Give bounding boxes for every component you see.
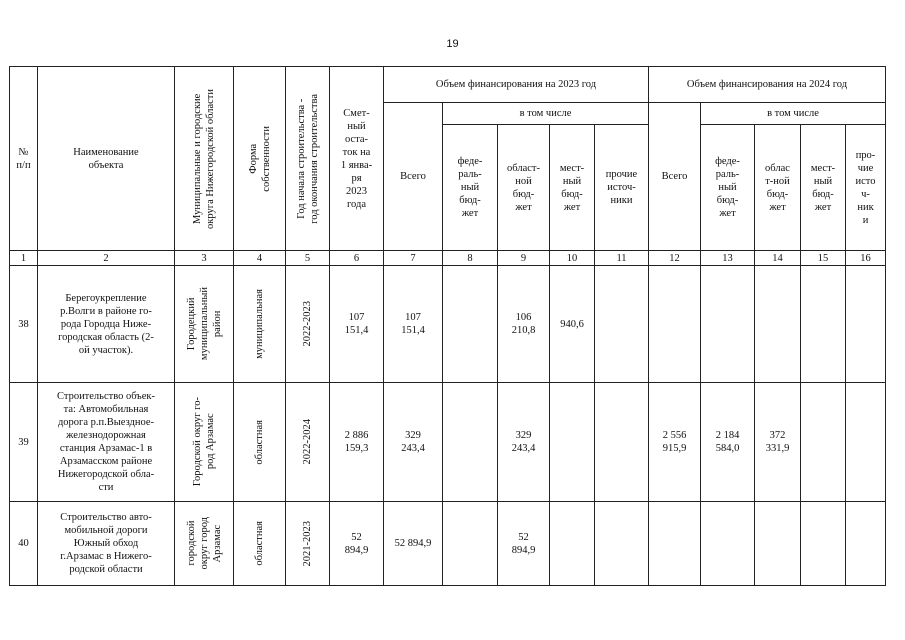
row-ownership: муниципальная <box>254 289 265 359</box>
row-ownership-cell <box>234 383 286 502</box>
row-fed-2023 <box>443 383 498 502</box>
col-number: 14 <box>755 251 801 266</box>
row-reg-2023: 52 894,9 <box>498 502 550 586</box>
row-ownership: областная <box>254 419 265 465</box>
header-total-2023: Всего <box>384 103 443 251</box>
row-municipality: городской округ город Арзамас <box>185 517 223 570</box>
row-oth-2024 <box>846 502 886 586</box>
header-oth-2023: прочие источ- ники <box>595 125 649 251</box>
row-years-cell <box>286 266 330 383</box>
row-oth-2024 <box>846 383 886 502</box>
col-number: 15 <box>801 251 846 266</box>
header-row-1 <box>10 67 886 103</box>
row-ownership: областная <box>254 521 265 566</box>
header-ownership: Форма собственности <box>247 125 272 192</box>
row-reg-2024 <box>755 502 801 586</box>
col-number: 8 <box>443 251 498 266</box>
row-ownership-cell <box>234 502 286 586</box>
header-name: Наименование объекта <box>38 67 175 251</box>
row-years-cell <box>286 502 330 586</box>
row-fed-2024 <box>701 502 755 586</box>
col-number: 4 <box>234 251 286 266</box>
row-municipality-cell <box>175 266 234 383</box>
row-total-2024: 2 556 915,9 <box>649 383 701 502</box>
col-number: 9 <box>498 251 550 266</box>
row-loc-2024 <box>801 383 846 502</box>
header-fin-2024: Объем финансирования на 2024 год <box>649 67 886 103</box>
header-reg-2024: облас т-ной бюд- жет <box>755 125 801 251</box>
row-oth-2023 <box>595 383 649 502</box>
col-number: 1 <box>10 251 38 266</box>
row-municipality: Городецкий муниципальный район <box>185 287 223 361</box>
table-row <box>10 383 886 502</box>
col-number: 10 <box>550 251 595 266</box>
header-total-2024: Всего <box>649 103 701 251</box>
row-reg-2024: 372 331,9 <box>755 383 801 502</box>
row-oth-2023 <box>595 502 649 586</box>
header-years-cell <box>286 67 330 251</box>
col-number: 16 <box>846 251 886 266</box>
row-oth-2024 <box>846 266 886 383</box>
row-num: 39 <box>10 383 38 502</box>
row-num: 38 <box>10 266 38 383</box>
header-estimate: Смет- ный оста- ток на 1 янва- ря 2023 года <box>330 67 384 251</box>
header-municipality: Муниципальные и городские округа Нижегородской области <box>192 88 216 229</box>
row-object-name: Строительство авто- мобильной дороги Южный обход г.Арзамас в Нижего- родской области <box>38 502 175 586</box>
row-total-2023: 107 151,4 <box>384 266 443 383</box>
page-number: 19 <box>446 38 459 50</box>
row-total-2024 <box>649 266 701 383</box>
header-oth-2024: про- чие исто ч- ник и <box>846 125 886 251</box>
row-loc-2023 <box>550 383 595 502</box>
header-incl-2023: в том числе <box>443 103 649 125</box>
header-incl-2024: в том числе <box>701 103 886 125</box>
row-years: 2021-2023 <box>302 520 313 567</box>
row-ownership-cell <box>234 266 286 383</box>
header-loc-2024: мест- ный бюд- жет <box>801 125 846 251</box>
col-number: 12 <box>649 251 701 266</box>
row-reg-2023: 106 210,8 <box>498 266 550 383</box>
col-number: 11 <box>595 251 649 266</box>
col-number: 5 <box>286 251 330 266</box>
header-reg-2023: област- ной бюд- жет <box>498 125 550 251</box>
row-loc-2023 <box>550 502 595 586</box>
row-total-2023: 52 894,9 <box>384 502 443 586</box>
row-oth-2023 <box>595 266 649 383</box>
row-reg-2024 <box>755 266 801 383</box>
row-num: 40 <box>10 502 38 586</box>
row-years: 2022-2023 <box>302 301 313 347</box>
row-years: 2022-2024 <box>302 419 313 465</box>
row-reg-2023: 329 243,4 <box>498 383 550 502</box>
col-number: 13 <box>701 251 755 266</box>
col-number: 3 <box>175 251 234 266</box>
row-estimate: 107 151,4 <box>330 266 384 383</box>
header-fed-2024: федe- раль- ный бюд- жет <box>701 125 755 251</box>
row-estimate: 52 894,9 <box>330 502 384 586</box>
row-fed-2024 <box>701 266 755 383</box>
financing-table <box>9 66 886 586</box>
header-num: № п/п <box>10 67 38 251</box>
row-municipality-cell <box>175 502 234 586</box>
row-loc-2023: 940,6 <box>550 266 595 383</box>
col-number: 6 <box>330 251 384 266</box>
col-number: 7 <box>384 251 443 266</box>
column-number-row <box>10 251 886 266</box>
row-fed-2023 <box>443 266 498 383</box>
col-number: 2 <box>38 251 175 266</box>
header-fin-2023: Объем финансирования на 2023 год <box>384 67 649 103</box>
row-estimate: 2 886 159,3 <box>330 383 384 502</box>
row-years-cell <box>286 383 330 502</box>
row-loc-2024 <box>801 266 846 383</box>
table-row <box>10 266 886 383</box>
row-loc-2024 <box>801 502 846 586</box>
row-total-2023: 329 243,4 <box>384 383 443 502</box>
row-fed-2023 <box>443 502 498 586</box>
row-fed-2024: 2 184 584,0 <box>701 383 755 502</box>
header-loc-2023: мест- ный бюд- жет <box>550 125 595 251</box>
header-municipality-cell <box>175 67 234 251</box>
row-object-name: Строительство объек- та: Автомобильная дорога р.п.Выездное- железнодорожная станция Арзамас-1 в Арзамасском районе Нижегородской обла- сти <box>38 383 175 502</box>
row-municipality-cell <box>175 383 234 502</box>
table-row <box>10 502 886 586</box>
row-object-name: Берегоукрепление р.Волги в районе го- рода Городца Ниже- городская область (2- ой участок). <box>38 266 175 383</box>
header-fed-2023: феде- раль- ный бюд- жет <box>443 125 498 251</box>
row-total-2024 <box>649 502 701 586</box>
header-ownership-cell <box>234 67 286 251</box>
header-years: Год начала строительства - год окончания строительства <box>295 93 320 224</box>
row-municipality: Городской округ го- род Арзамас <box>192 397 216 487</box>
